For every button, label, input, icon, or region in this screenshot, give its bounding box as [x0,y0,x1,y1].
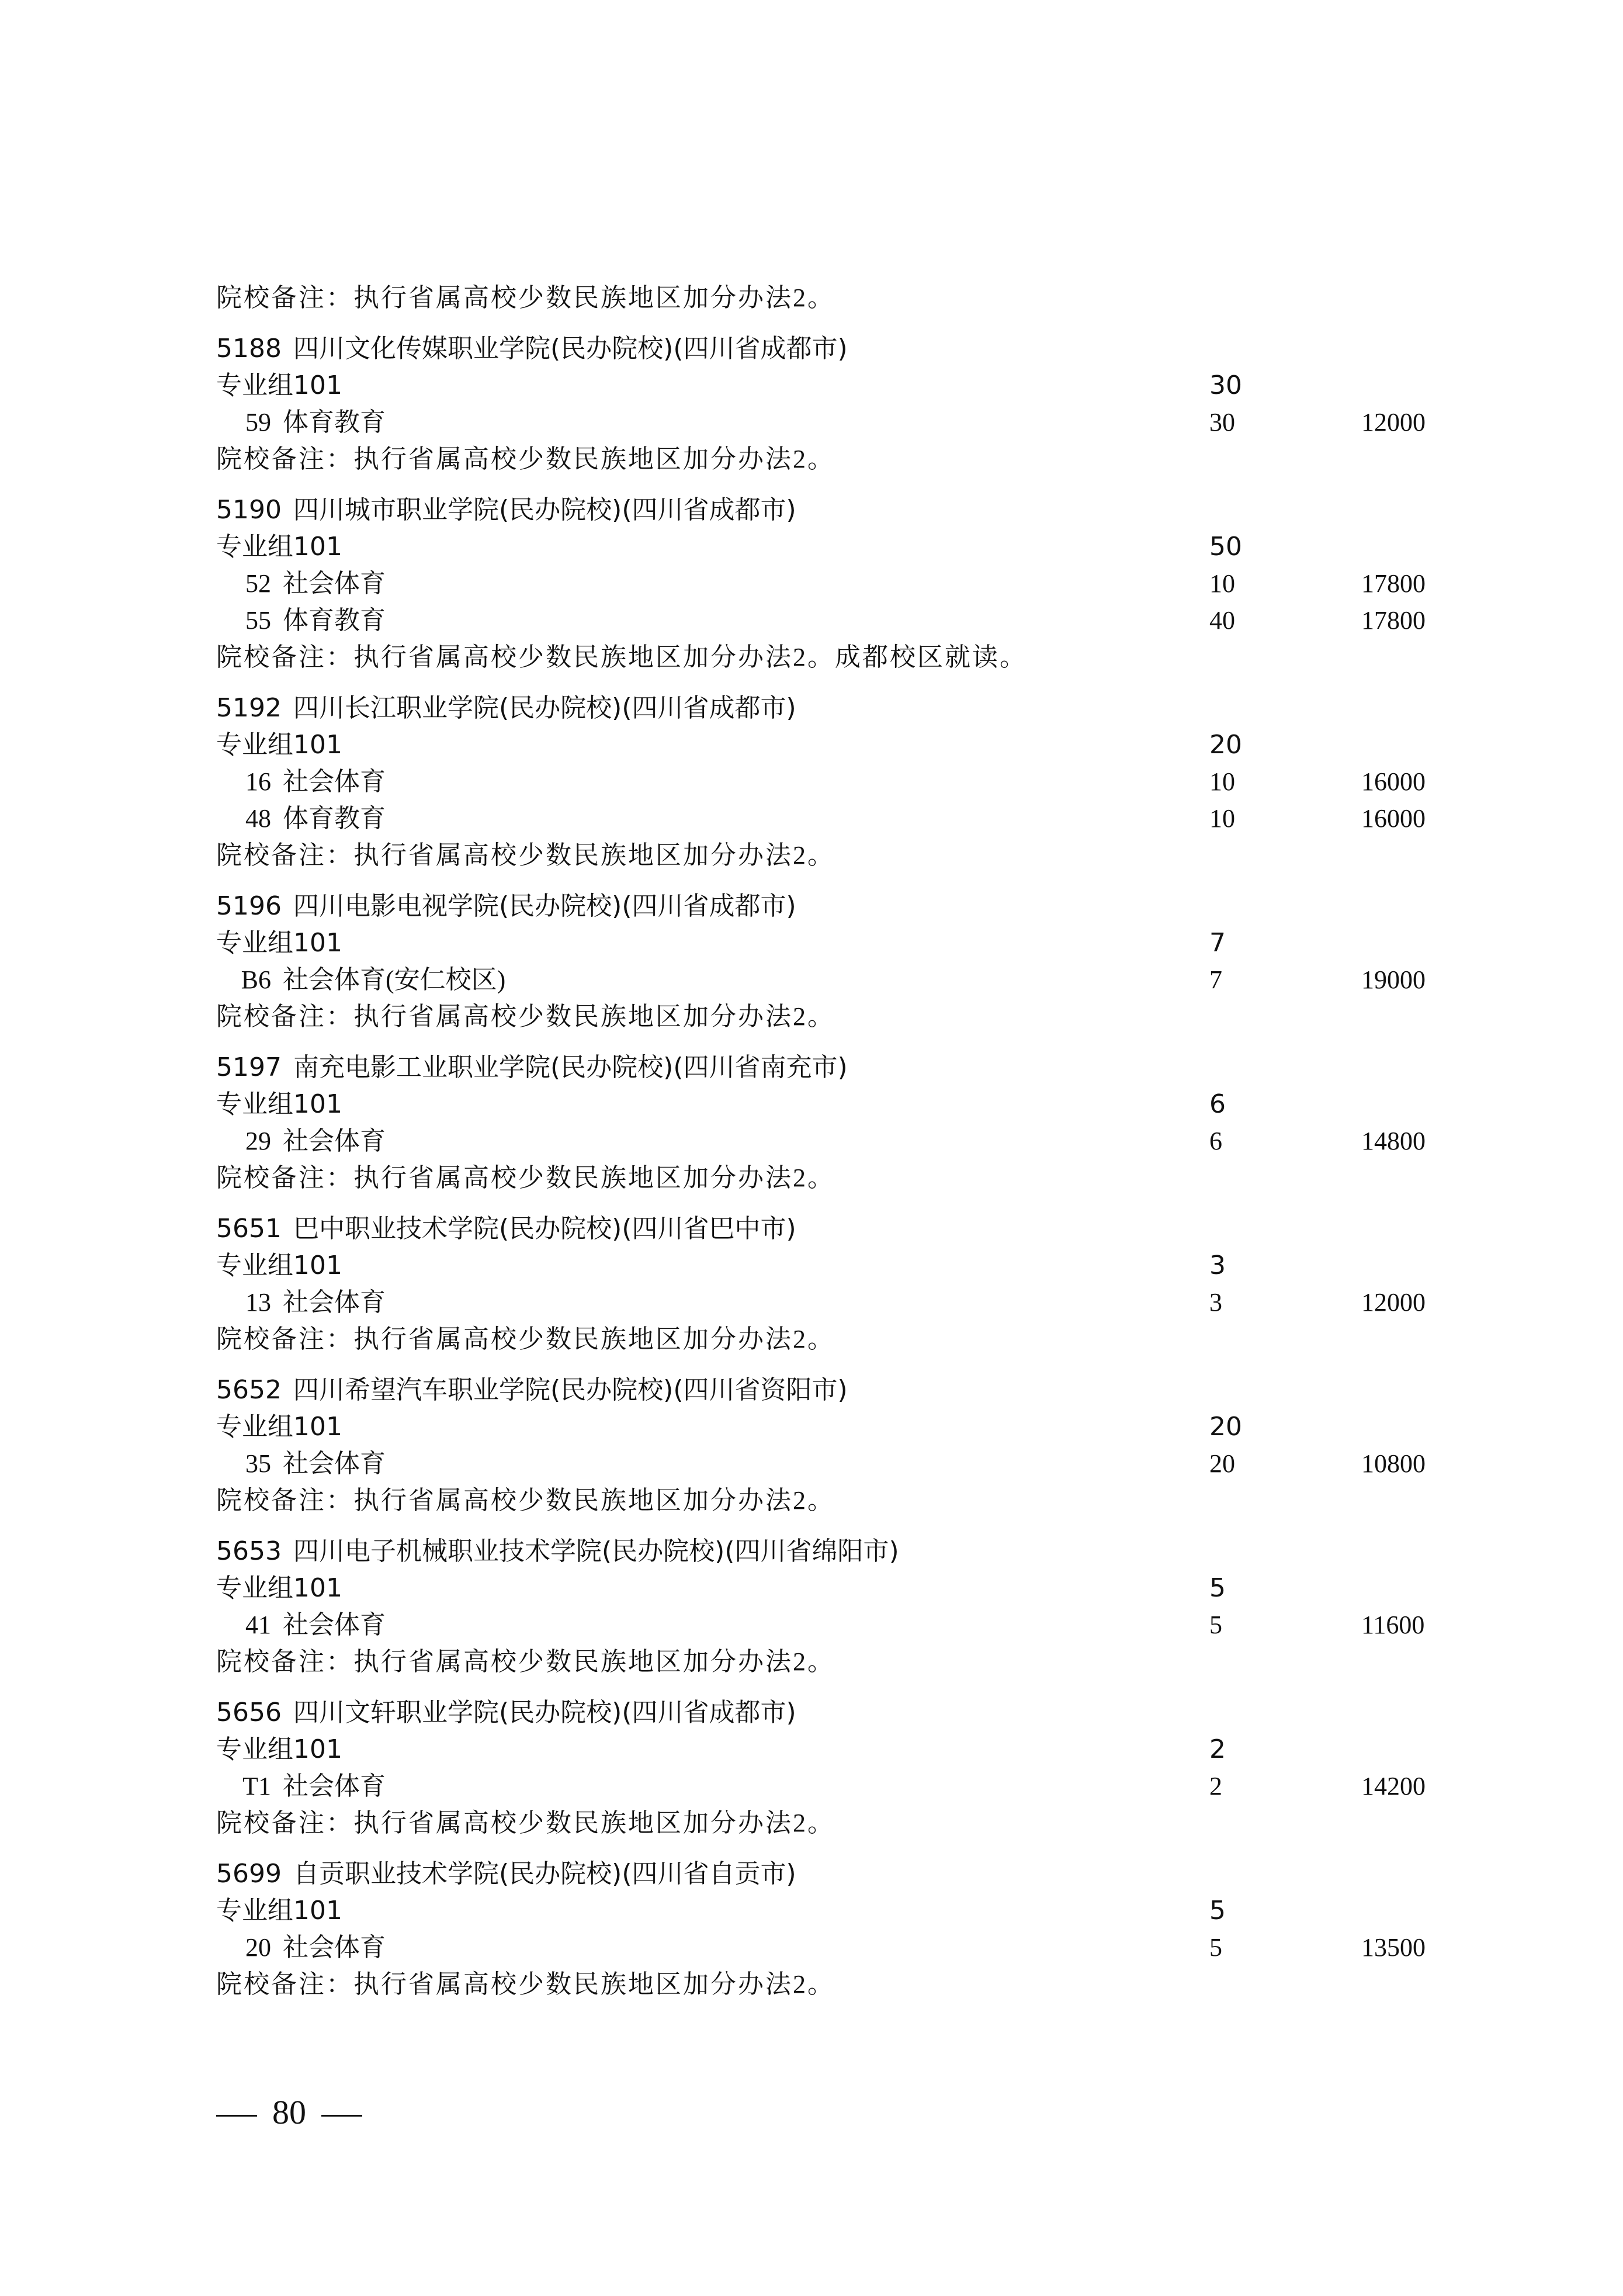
major-name: 社会体育 [283,1127,386,1155]
school-name: 四川电子机械职业技术学院(民办院校)(四川省绵阳市) [293,1536,899,1566]
major-row [216,1929,1443,1966]
major-name: 社会体育 [283,1933,386,1962]
major-fee: 11600 [1361,1611,1425,1639]
major-group-label: 专业组101 [216,532,342,562]
major-code: 29 [245,1127,271,1155]
major-name: 社会体育 [283,1611,386,1639]
major-group-plan: 30 [1209,370,1242,400]
major-fee: 14200 [1361,1772,1426,1800]
major-row [216,602,1443,639]
school-name: 四川文轩职业学院(民办院校)(四川省成都市) [293,1698,796,1727]
top-school-note: 院校备注：执行省属高校少数民族地区加分办法2。 [216,283,835,312]
school-note: 院校备注：执行省属高校少数民族地区加分办法2。成都校区就读。 [216,643,1027,671]
major-fee: 12000 [1361,1288,1426,1317]
major-plan: 6 [1209,1127,1222,1155]
major-fee: 14800 [1361,1127,1426,1155]
school-note: 院校备注：执行省属高校少数民族地区加分办法2。 [216,841,835,870]
major-code: 35 [245,1449,271,1478]
school-block [216,690,1443,874]
school-name: 自贡职业技术学院(民办院校)(四川省自贡市) [293,1859,796,1889]
major-group-row [216,1570,1443,1606]
major-row [216,1768,1443,1805]
school-header [216,1049,1443,1086]
major-row [216,1284,1443,1321]
major-group-row [216,1731,1443,1768]
school-note: 院校备注：执行省属高校少数民族地区加分办法2。 [216,1002,835,1031]
school-note: 院校备注：执行省属高校少数民族地区加分办法2。 [216,1970,835,1999]
school-code: 5652 [216,1375,282,1405]
school-note: 院校备注：执行省属高校少数民族地区加分办法2。 [216,1647,835,1676]
major-group-label: 专业组101 [216,928,342,958]
major-code: 20 [245,1933,271,1962]
school-block [216,888,1443,1035]
school-header [216,330,1443,367]
school-note: 院校备注：执行省属高校少数民族地区加分办法2。 [216,1809,835,1837]
major-group-plan: 7 [1209,928,1226,958]
major-name: 体育教育 [283,804,386,833]
major-group-plan: 20 [1209,1412,1242,1442]
major-name: 体育教育 [283,606,386,635]
school-code: 5188 [216,334,282,363]
major-plan: 20 [1209,1449,1235,1478]
major-plan: 5 [1209,1611,1222,1639]
major-plan: 5 [1209,1933,1222,1962]
major-plan: 30 [1209,408,1235,437]
school-code: 5190 [216,495,282,525]
footer-dash-right [321,2115,362,2117]
major-code: 48 [245,804,271,833]
major-plan: 10 [1209,569,1235,598]
school-name: 四川长江职业学院(民办院校)(四川省成都市) [293,693,796,723]
major-group-plan: 5 [1209,1573,1226,1603]
major-row [216,1123,1443,1159]
school-block [216,1372,1443,1519]
major-name: 社会体育(安仁校区) [283,965,506,994]
major-code: B6 [241,965,271,994]
major-row [216,1445,1443,1482]
major-group-label: 专业组101 [216,370,342,400]
major-group-label: 专业组101 [216,1573,342,1603]
major-name: 体育教育 [283,408,386,437]
school-name: 四川城市职业学院(民办院校)(四川省成都市) [293,495,796,525]
major-name: 社会体育 [283,767,386,796]
major-code: 59 [245,408,271,437]
school-block [216,1049,1443,1196]
school-name: 南充电影工业职业学院(民办院校)(四川省南充市) [293,1052,848,1082]
major-group-label: 专业组101 [216,1734,342,1764]
school-code: 5653 [216,1536,282,1566]
school-note: 院校备注：执行省属高校少数民族地区加分办法2。 [216,1163,835,1192]
major-name: 社会体育 [283,1288,386,1317]
major-group-row [216,1892,1443,1929]
school-header [216,1855,1443,1892]
major-name: 社会体育 [283,1449,386,1478]
major-row [216,404,1443,441]
major-fee: 17800 [1361,569,1426,598]
major-group-label: 专业组101 [216,1089,342,1119]
major-plan: 10 [1209,767,1235,796]
major-row [216,565,1443,602]
major-row [216,1606,1443,1643]
major-fee: 13500 [1361,1933,1426,1962]
school-code: 5197 [216,1052,282,1082]
major-row [216,961,1443,998]
major-group-plan: 20 [1209,730,1242,760]
major-code: 13 [245,1288,271,1317]
major-fee: 10800 [1361,1449,1426,1478]
major-fee: 12000 [1361,408,1426,437]
admission-plan-list [216,279,1443,2003]
school-name: 巴中职业技术学院(民办院校)(四川省巴中市) [293,1214,796,1244]
school-block [216,1694,1443,1841]
school-name: 四川电影电视学院(民办院校)(四川省成都市) [293,891,796,921]
major-group-label: 专业组101 [216,730,342,760]
school-note: 院校备注：执行省属高校少数民族地区加分办法2。 [216,445,835,473]
school-block [216,1533,1443,1680]
major-group-plan: 5 [1209,1896,1226,1926]
major-row [216,763,1443,800]
school-code: 5699 [216,1859,282,1889]
major-group-plan: 6 [1209,1089,1226,1119]
school-code: 5656 [216,1698,282,1727]
major-group-row [216,1408,1443,1445]
major-code: T1 [242,1772,271,1800]
major-group-plan: 50 [1209,532,1242,562]
major-group-plan: 2 [1209,1734,1226,1764]
major-row [216,800,1443,837]
major-code: 52 [245,569,271,598]
major-fee: 16000 [1361,804,1426,833]
major-group-label: 专业组101 [216,1896,342,1926]
major-fee: 16000 [1361,767,1426,796]
school-name: 四川文化传媒职业学院(民办院校)(四川省成都市) [293,334,848,363]
school-header [216,1372,1443,1408]
school-name: 四川希望汽车职业学院(民办院校)(四川省资阳市) [293,1375,848,1405]
school-block [216,491,1443,676]
major-group-row [216,924,1443,961]
major-plan: 2 [1209,1772,1222,1800]
school-code: 5196 [216,891,282,921]
major-group-row [216,528,1443,565]
major-code: 55 [245,606,271,635]
school-note: 院校备注：执行省属高校少数民族地区加分办法2。 [216,1486,835,1515]
major-plan: 10 [1209,804,1235,833]
school-block [216,1210,1443,1357]
major-group-row [216,1086,1443,1123]
major-code: 41 [245,1611,271,1639]
school-block [216,1855,1443,2003]
school-code: 5192 [216,693,282,723]
school-header [216,690,1443,726]
school-header [216,1694,1443,1731]
school-code: 5651 [216,1214,282,1244]
major-group-row [216,726,1443,763]
school-note: 院校备注：执行省属高校少数民族地区加分办法2。 [216,1325,835,1353]
major-plan: 40 [1209,606,1235,635]
major-plan: 3 [1209,1288,1222,1317]
major-fee: 17800 [1361,606,1426,635]
footer-dash-left [216,2115,257,2117]
major-plan: 7 [1209,965,1222,994]
major-code: 16 [245,767,271,796]
major-fee: 19000 [1361,965,1426,994]
major-name: 社会体育 [283,1772,386,1800]
page-footer [216,2092,362,2133]
page-number: 80 [272,2093,306,2131]
major-group-row [216,1247,1443,1284]
school-header [216,491,1443,528]
school-header [216,1533,1443,1570]
school-block [216,330,1443,477]
major-group-row [216,367,1443,404]
school-header [216,1210,1443,1247]
major-group-label: 专业组101 [216,1251,342,1280]
school-header [216,888,1443,924]
major-group-label: 专业组101 [216,1412,342,1442]
major-name: 社会体育 [283,569,386,598]
major-group-plan: 3 [1209,1251,1226,1280]
